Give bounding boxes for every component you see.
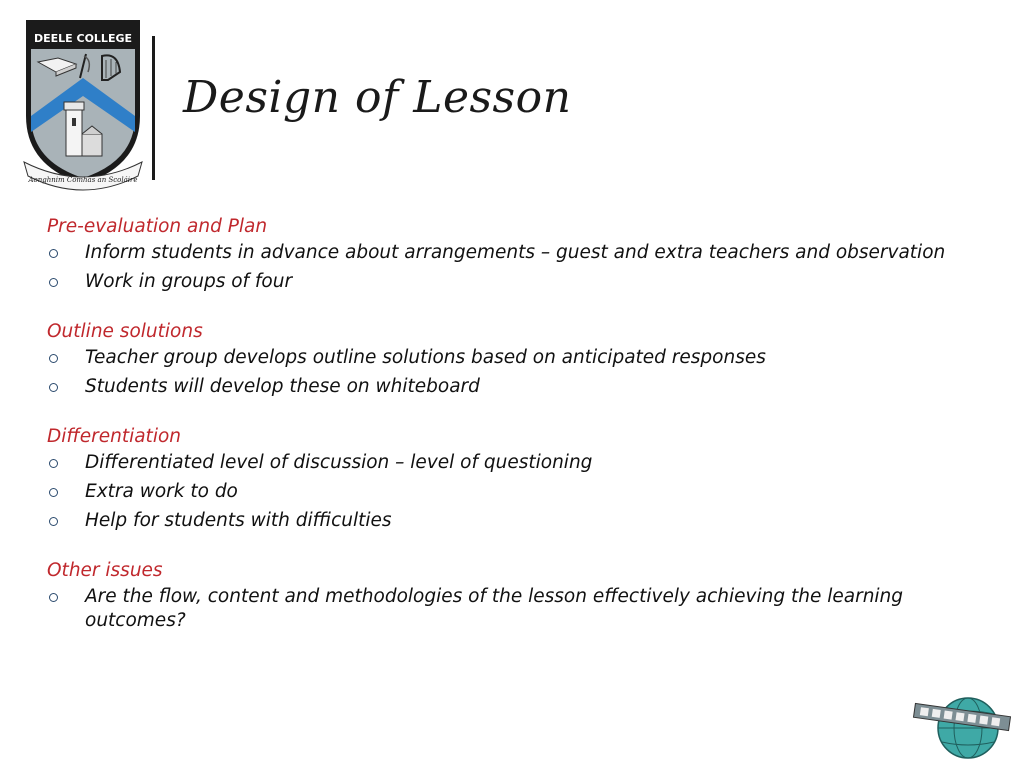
bullet-circle-icon [49, 488, 58, 497]
college-crest-logo [22, 16, 144, 194]
page-title: Design of Lesson [183, 72, 572, 123]
globe-logo [910, 690, 1014, 762]
bullet-item [47, 375, 987, 399]
bullet-item [47, 241, 987, 265]
bullet-item [47, 509, 987, 533]
bullet-text: Differentiated level of discussion – level of questioning [85, 452, 593, 473]
bullet-item [47, 451, 987, 475]
section-pre-evaluation [47, 212, 987, 294]
section-heading: Outline solutions [47, 321, 203, 342]
bullet-circle-icon [49, 459, 58, 468]
bullet-circle-icon [49, 593, 58, 602]
bullet-item [47, 585, 987, 633]
section-outline-solutions [47, 317, 987, 399]
bullet-item [47, 480, 987, 504]
bullet-text: Inform students in advance about arrangements – guest and extra teachers and observation [85, 242, 946, 263]
bullet-text: Are the flow, content and methodologies of the lesson effectively achieving the learning outcomes? [85, 586, 904, 631]
bullet-circle-icon [49, 517, 58, 526]
bullet-text: Work in groups of four [85, 271, 293, 292]
bullet-list [47, 241, 987, 294]
bullet-item [47, 346, 987, 370]
bullet-list [47, 451, 987, 533]
bullet-item [47, 270, 987, 294]
crest-college-name: DEELE COLLEGE [33, 32, 133, 45]
bullet-list [47, 585, 987, 633]
title-divider [152, 36, 155, 180]
section-heading: Differentiation [47, 426, 181, 447]
bullet-circle-icon [49, 278, 58, 287]
section-other-issues [47, 556, 987, 633]
bullet-text: Teacher group develops outline solutions based on anticipated responses [85, 347, 766, 368]
bullet-circle-icon [49, 354, 58, 363]
crest-motto: Aonghnim Comhas an Scoláire [28, 176, 138, 184]
bullet-circle-icon [49, 249, 58, 258]
bullet-circle-icon [49, 383, 58, 392]
slide-content [47, 212, 987, 656]
bullet-text: Students will develop these on whiteboard [85, 376, 480, 397]
bullet-text: Help for students with difficulties [85, 510, 392, 531]
bullet-list [47, 346, 987, 399]
section-differentiation [47, 422, 987, 533]
bullet-text: Extra work to do [85, 481, 238, 502]
section-heading: Other issues [47, 560, 163, 581]
section-heading: Pre-evaluation and Plan [47, 216, 268, 237]
